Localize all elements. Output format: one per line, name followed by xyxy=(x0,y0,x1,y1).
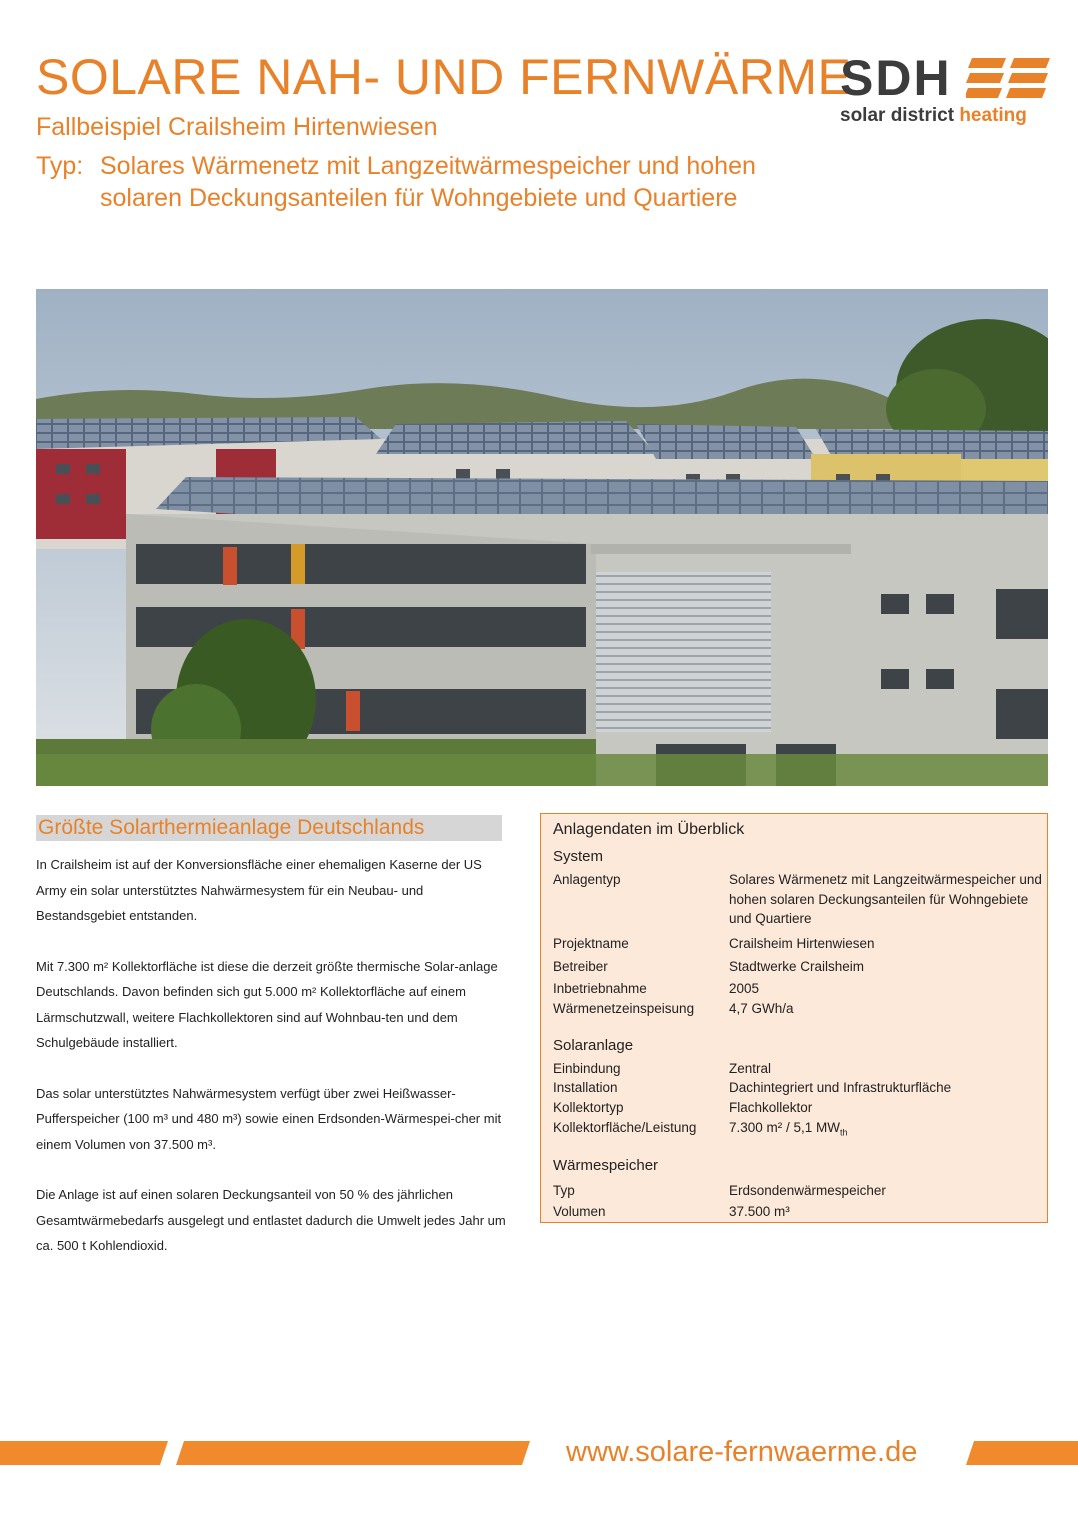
row-value: Dachintegriert und Infrastrukturfläche xyxy=(729,1080,952,1095)
row-value: Erdsondenwärmespeicher xyxy=(729,1183,886,1198)
type-description xyxy=(36,150,836,214)
paragraph: Die Anlage ist auf einen solaren Deckungsanteil von 50 % des jährlichen Gesamtwärmebedarfs ausgelegt und entlastet dadurch die Umwelt jedes Jahr um ca. 500 t Kohlendioxid. xyxy=(36,1187,506,1253)
logo-tagline-b: heating xyxy=(959,105,1027,126)
databox-title: Anlagendaten im Überblick xyxy=(553,821,745,838)
page-title: SOLARE NAH- UND FERNWÄRME xyxy=(36,49,852,105)
row-key: Kollektorfläche/Leistung xyxy=(553,1120,697,1135)
page-subtitle: Fallbeispiel Crailsheim Hirtenwiesen xyxy=(36,113,438,141)
paragraph: In Crailsheim ist auf der Konversionsfläche einer ehemaligen Kaserne der US Army ein solar unterstütztes Nahwärmesystem für ein Neubau- und Bestandsgebiet entstanden. xyxy=(36,857,482,923)
solar-building-image xyxy=(36,289,1048,786)
group-storage-heading: Wärmespeicher xyxy=(553,1157,659,1174)
row-value: Solares Wärmenetz mit Langzeitwärmespeicher und hohen solaren Deckungsanteilen für Wohngebiete und Quartiere xyxy=(729,872,1042,926)
row-key: Anlagentyp xyxy=(553,872,621,887)
logo-tagline-a: solar district xyxy=(840,105,960,126)
sdh-logo xyxy=(840,52,1050,130)
type-label: Typ: xyxy=(36,152,84,180)
paragraph: Das solar unterstütztes Nahwärmesystem verfügt über zwei Heißwasser-Pufferspeicher (100 m³ und 480 m³) sowie einen Erdsonden-Wärmespei-cher mit einem Volumen von 37.500 m³. xyxy=(36,1085,502,1152)
logo-letters: SDH xyxy=(840,50,952,106)
website-link[interactable]: www.solare-fernwaerme.de xyxy=(566,1436,918,1468)
row-value: Zentral xyxy=(729,1061,772,1076)
row-key: Typ xyxy=(553,1183,575,1198)
row-key: Betreiber xyxy=(553,959,608,974)
type-line-1 xyxy=(36,150,836,182)
row-key: Kollektortyp xyxy=(553,1100,624,1115)
row-value: Stadtwerke Crailsheim xyxy=(729,959,865,974)
group-solar-heading: Solaranlage xyxy=(553,1037,634,1054)
row-value: 37.500 m³ xyxy=(729,1204,790,1219)
row-key: Projektname xyxy=(553,936,629,951)
row-key: Installation xyxy=(553,1080,618,1095)
row-value-text: 7.300 m² / 5,1 MW xyxy=(729,1120,841,1135)
body-text xyxy=(36,852,508,1284)
row-key: Einbindung xyxy=(553,1061,621,1076)
type-text-1: Solares Wärmenetz mit Langzeitwärmespeicher und hohen xyxy=(100,152,756,180)
row-key: Volumen xyxy=(553,1204,606,1219)
logo-tagline xyxy=(840,104,1027,128)
row-value: Flachkollektor xyxy=(729,1100,813,1115)
row-key: Inbetriebnahme xyxy=(553,981,647,996)
section-heading: Größte Solarthermieanlage Deutschlands xyxy=(36,815,502,841)
facility-data-box xyxy=(540,813,1048,1223)
row-value: 2005 xyxy=(729,981,760,996)
row-value: 4,7 GWh/a xyxy=(729,1001,794,1016)
logo-stripes-icon xyxy=(966,58,1050,98)
row-value xyxy=(729,1118,1044,1143)
group-system-heading: System xyxy=(553,848,604,865)
row-key: Wärmenetzeinspeisung xyxy=(553,1001,695,1016)
row-value-subscript: th xyxy=(840,1127,848,1138)
type-line-2: solaren Deckungsanteilen für Wohngebiete und Quartiere xyxy=(100,184,738,212)
row-value: Crailsheim Hirtenwiesen xyxy=(729,936,875,951)
building-photo xyxy=(36,289,1048,786)
paragraph: Mit 7.300 m² Kollektorfläche ist diese die derzeit größte thermische Solar-anlage Deutschlands. Davon befinden sich gut 5.000 m² Kollektorfläche auf einem Lärmschutzwall, weitere Flachkollektoren sind auf Wohnbau-ten und dem Schulgebäude installiert. xyxy=(36,958,498,1050)
